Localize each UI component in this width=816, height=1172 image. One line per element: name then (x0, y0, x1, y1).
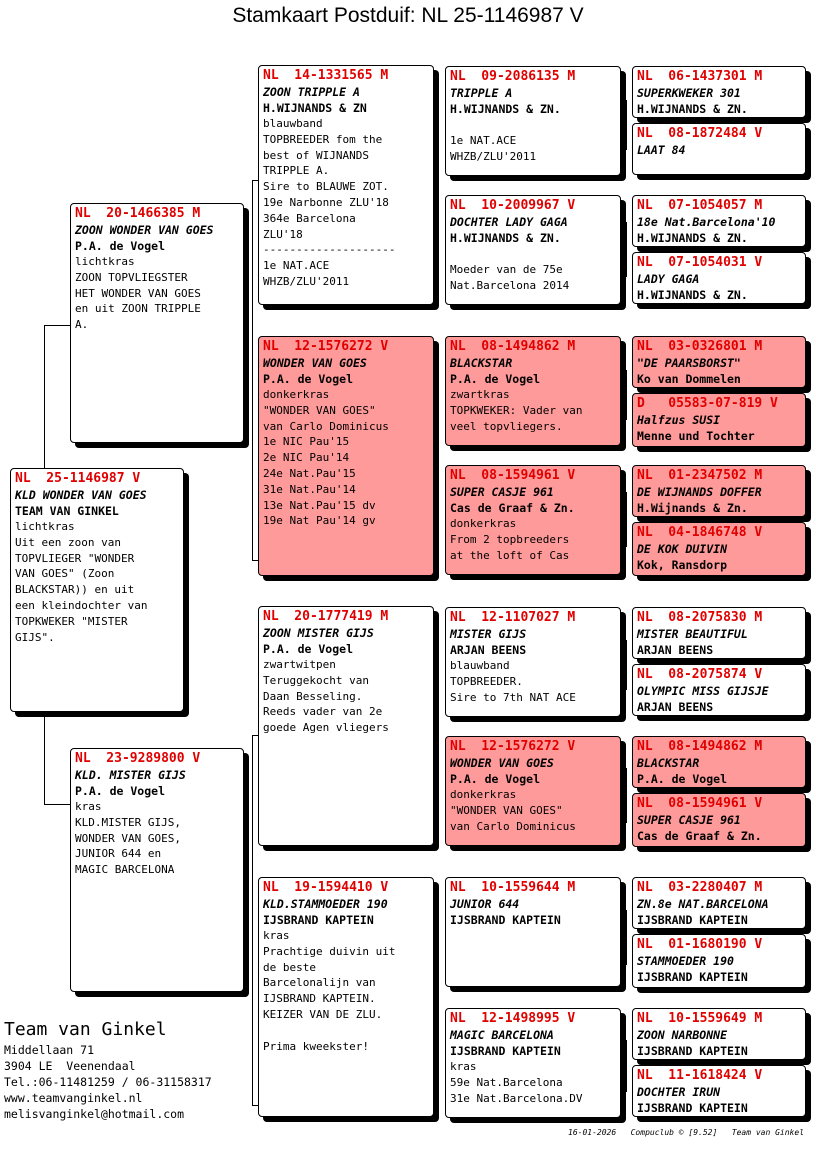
pigeon-note: donkerkras (263, 388, 330, 401)
breeder-address: Middellaan 71 (4, 1043, 95, 1057)
pigeon-card-g3[interactable] (445, 465, 621, 575)
pigeon-card-g3[interactable] (445, 66, 621, 176)
connector (626, 768, 627, 823)
pigeon-note: at the loft of Cas (450, 548, 570, 562)
pigeon-note: TRIPPLE A. (263, 164, 330, 178)
pigeon-note: Prachtige duivin uit (263, 944, 396, 958)
connector (626, 910, 627, 965)
pigeon-note: zwartkras (450, 388, 510, 401)
pigeon-card-g4[interactable] (632, 664, 806, 716)
connector (438, 110, 439, 250)
pigeon-name: KLD. MISTER GIJS (75, 768, 186, 782)
pigeon-owner: Cas de Graaf & Zn. (637, 829, 762, 843)
pigeon-owner: IJSBRAND KAPTEIN (637, 913, 748, 927)
pigeon-owner: Cas de Graaf & Zn. (450, 501, 575, 515)
pigeon-note: A. (75, 318, 89, 332)
pigeon-note: donkerkras (450, 788, 517, 801)
pigeon-note: Nat.Barcelona 2014 (450, 278, 570, 292)
pigeon-owner: P.A. de Vogel (263, 372, 354, 386)
pigeon-name: MISTER GIJS (450, 627, 527, 641)
pigeon-note: lichtkras (15, 520, 75, 533)
pigeon-name: MAGIC BARCELONA (450, 1028, 554, 1042)
pigeon-note: "WONDER VAN GOES" (450, 803, 563, 817)
pigeon-name: SUPERKWEKER 301 (637, 86, 741, 100)
pigeon-owner: P.A. de Vogel (75, 239, 166, 253)
connector (44, 325, 70, 326)
pigeon-note: Prima kweekster! (263, 1039, 369, 1053)
pigeon-note: Barcelonalijn van (263, 976, 376, 990)
pigeon-owner: H.WIJNANDS & ZN (263, 101, 367, 115)
pigeon-name: DOCHTER LADY GAGA (450, 215, 568, 229)
pigeon-note: Sire to 7th NAT ACE (450, 690, 576, 704)
pigeon-note: Daan Besseling. (263, 689, 363, 703)
pigeon-card-g4[interactable] (632, 123, 806, 175)
pigeon-note (263, 1023, 429, 1039)
ring-number: NL 06-1437301 M (637, 69, 763, 84)
pigeon-note: 19e Narbonne ZLU'18 (263, 195, 389, 209)
pigeon-owner: P.A. de Vogel (637, 772, 728, 786)
pigeon-note: Moeder van de 75e (450, 262, 563, 276)
pigeon-note: Reeds vader van 2e (263, 705, 383, 719)
breeder-info (4, 1018, 212, 1122)
pigeon-note: donkerkras (450, 517, 517, 530)
connector (44, 325, 45, 468)
pigeon-note: kras (263, 929, 290, 942)
ring-number: NL 08-1594961 V (450, 468, 576, 483)
connector (438, 655, 439, 775)
pigeon-note: 1e NIC Pau'15 (263, 435, 350, 449)
pigeon-name: Halfzus SUSI (637, 413, 721, 427)
ring-number: NL 23-9289800 V (75, 751, 201, 766)
pigeon-note: GIJS". (15, 630, 55, 644)
ring-number: NL 08-1494862 M (637, 739, 763, 754)
pigeon-name: DOCHTER IRUN (637, 1085, 721, 1099)
pigeon-note: KEIZER VAN DE ZLU. (263, 1007, 383, 1021)
pigeon-name: "DE PAARSBORST" (637, 356, 741, 370)
ring-number: NL 20-1777419 M (263, 609, 389, 624)
pigeon-note: TOPKWEKER "MISTER (15, 614, 128, 628)
breeder-phone: Tel.:06-11481259 / 06-31158317 (4, 1075, 212, 1089)
connector (252, 180, 253, 560)
connector (252, 735, 253, 1105)
ring-number: NL 07-1054031 V (637, 255, 763, 270)
pigeon-card-g4[interactable] (632, 465, 806, 517)
pigeon-card-g4[interactable] (632, 393, 806, 447)
pigeon-name: BLACKSTAR (637, 756, 700, 770)
ring-number: NL 09-2086135 M (450, 69, 576, 84)
pigeon-card-g4[interactable] (632, 1008, 806, 1060)
pigeon-card-g4[interactable] (632, 522, 806, 576)
pigeon-card-g3[interactable] (445, 195, 621, 305)
pigeon-owner: H.WIJNANDS & ZN. (450, 102, 561, 116)
pigeon-card-subject[interactable] (10, 468, 184, 712)
pigeon-owner: Ko van Dommelen (637, 372, 741, 386)
pigeon-note: best of WIJNANDS (263, 148, 369, 162)
pigeon-card-g3[interactable] (445, 736, 621, 846)
pigeon-owner: ARJAN BEENS (637, 643, 714, 657)
pigeon-card-g4[interactable] (632, 1065, 806, 1117)
pigeon-note: kras (450, 1060, 477, 1073)
ring-number: NL 10-1559649 M (637, 1011, 763, 1026)
pigeon-note: TOPVLIEGER "WONDER (15, 551, 135, 565)
pigeon-name: JUNIOR 644 (450, 897, 520, 911)
pigeon-card-grandsire[interactable] (258, 606, 434, 846)
pigeon-owner: IJSBRAND KAPTEIN (450, 1044, 561, 1058)
pigeon-note: Teruggekocht van (263, 673, 369, 687)
pigeon-owner: H.WIJNANDS & ZN. (637, 288, 748, 302)
breeder-city: 3904 LE Veenendaal (4, 1059, 136, 1073)
pigeon-note: veel topvliegers. (450, 419, 563, 433)
ring-number: NL 04-1846748 V (637, 525, 763, 540)
pigeon-name: WONDER VAN GOES (263, 356, 367, 370)
connector (626, 492, 627, 547)
pigeon-note: van Carlo Dominicus (450, 819, 576, 833)
pigeon-card-g3[interactable] (445, 877, 621, 987)
pigeon-owner: IJSBRAND KAPTEIN (263, 913, 374, 927)
pigeon-owner: H.WIJNANDS & ZN. (637, 231, 748, 245)
ring-number: NL 12-1498995 V (450, 1011, 576, 1026)
page-title: Stamkaart Postduif: NL 25-1146987 V (232, 4, 584, 27)
pigeon-owner: IJSBRAND KAPTEIN (637, 1044, 748, 1058)
pigeon-name: KLD WONDER VAN GOES (15, 488, 147, 502)
pigeon-note: 13e Nat.Pau'15 dv (263, 498, 376, 512)
ring-number: NL 19-1594410 V (263, 880, 389, 895)
pigeon-card-g4[interactable] (632, 252, 806, 304)
ring-number: D 05583-07-819 V (637, 396, 778, 411)
pigeon-note: 31e Nat.Pau'14 (263, 482, 356, 496)
ring-number: NL 03-0326801 M (637, 339, 763, 354)
pigeon-note: Sire to BLAUWE ZOT. (263, 180, 389, 194)
pigeon-note: HET WONDER VAN GOES (75, 286, 201, 300)
pigeon-note: zwartwitpen (263, 658, 336, 671)
pigeon-owner: TEAM VAN GINKEL (15, 504, 119, 518)
pigeon-note: 24e Nat.Pau'15 (263, 466, 356, 480)
pigeon-note: JUNIOR 644 en (75, 847, 162, 861)
pigeon-name: ZOON MISTER GIJS (263, 626, 374, 640)
pigeon-owner: IJSBRAND KAPTEIN (450, 913, 561, 927)
ring-number: NL 12-1107027 M (450, 610, 576, 625)
pigeon-note: een kleindochter van (15, 598, 148, 612)
pigeon-note (450, 117, 616, 133)
pigeon-card-g4[interactable] (632, 793, 806, 847)
pigeon-note: ZLU'18 (263, 227, 303, 241)
pigeon-card-grandsire[interactable] (258, 65, 434, 305)
ring-number: NL 03-2280407 M (637, 880, 763, 895)
pigeon-owner: IJSBRAND KAPTEIN (637, 970, 748, 984)
pigeon-note: From 2 topbreeders (450, 532, 570, 546)
ring-number: NL 10-2009967 V (450, 198, 576, 213)
pigeon-owner: P.A. de Vogel (450, 372, 541, 386)
pigeon-note: 2e NIC Pau'14 (263, 451, 350, 465)
pigeon-owner: ARJAN BEENS (450, 643, 527, 657)
pigeon-name: STAMMOEDER 190 (637, 954, 734, 968)
pigeon-note: BLACKSTAR)) en uit (15, 583, 135, 597)
pigeon-note: Uit een zoon van (15, 535, 121, 549)
pigeon-name: MISTER BEAUTIFUL (637, 627, 748, 641)
pigeon-card-g4[interactable] (632, 607, 806, 659)
connector (626, 100, 627, 150)
connector (44, 804, 70, 805)
pigeon-owner (637, 158, 801, 174)
pigeon-name: LADY GAGA (637, 272, 700, 286)
pigeon-note (450, 246, 616, 262)
pigeon-card-granddam[interactable] (258, 877, 434, 1117)
ring-number: NL 01-1680190 V (637, 937, 763, 952)
pigeon-note: VAN GOES" (Zoon (15, 567, 115, 581)
ring-number: NL 14-1331565 M (263, 68, 389, 83)
pigeon-card-g3[interactable] (445, 1008, 621, 1118)
ring-number: NL 08-2075830 M (637, 610, 763, 625)
connector (44, 712, 45, 804)
breeder-website[interactable]: www.teamvanginkel.nl (4, 1091, 143, 1105)
pigeon-note: TOPKWEKER: Vader van (450, 403, 583, 417)
ring-number: NL 11-1618424 V (637, 1068, 763, 1083)
breeder-name: Team van Ginkel (4, 1019, 167, 1040)
pigeon-owner: H.Wijnands & Zn. (637, 501, 748, 515)
pigeon-owner: P.A. de Vogel (450, 772, 541, 786)
ring-number: NL 12-1576272 V (450, 739, 576, 754)
pigeon-note: de beste (263, 960, 316, 974)
pigeon-name: SUPER CASJE 961 (450, 485, 554, 499)
pigeon-card-g3[interactable] (445, 607, 621, 717)
connector (626, 1040, 627, 1092)
pigeon-note: blauwband (263, 117, 323, 130)
pigeon-name: WONDER VAN GOES (450, 756, 554, 770)
pigeon-name: KLD.STAMMOEDER 190 (263, 897, 388, 911)
ring-number: NL 08-1872484 V (637, 126, 763, 141)
pigeon-card-g4[interactable] (632, 66, 806, 118)
pigeon-note: ZOON TOPVLIEGSTER (75, 270, 188, 284)
pigeon-note: "WONDER VAN GOES" (263, 403, 376, 417)
ring-number: NL 12-1576272 V (263, 339, 389, 354)
pigeon-note: TOPBREEDER fom the (263, 132, 383, 146)
ring-number: NL 10-1559644 M (450, 880, 576, 895)
connector (626, 640, 627, 690)
ring-number: NL 25-1146987 V (15, 471, 141, 486)
pigeon-note: en uit ZOON TRIPPLE (75, 302, 201, 316)
pigeon-note: WONDER VAN GOES, (75, 831, 181, 845)
pigeon-name: DE KOK DUIVIN (637, 542, 728, 556)
pigeon-name: ZN.8e NAT.BARCELONA (637, 897, 769, 911)
pigeon-name: LAAT 84 (637, 143, 686, 157)
pigeon-owner: Kok, Ransdorp (637, 558, 728, 572)
pigeon-owner: H.WIJNANDS & ZN. (637, 102, 748, 116)
ring-number: NL 07-1054057 M (637, 198, 763, 213)
pigeon-name: SUPER CASJE 961 (637, 813, 741, 827)
pigeon-note: 1e NAT.ACE (263, 259, 330, 273)
pigeon-note: 364e Barcelona (263, 211, 356, 225)
pigeon-note: van Carlo Dominicus (263, 419, 389, 433)
footer-credit: 16-01-2026 Compuclub © [9.52] Team van Ginkel (568, 1128, 805, 1137)
pigeon-note: blauwband (450, 659, 510, 672)
pigeon-card-g4[interactable] (632, 736, 806, 788)
pigeon-card-g4[interactable] (632, 195, 806, 247)
pigeon-note: IJSBRAND KAPTEIN. (263, 992, 376, 1006)
pigeon-card-sire[interactable] (70, 203, 244, 443)
pigeon-owner: P.A. de Vogel (263, 642, 354, 656)
pigeon-owner: P.A. de Vogel (75, 784, 166, 798)
pigeon-card-dam[interactable] (70, 748, 244, 992)
connector (626, 222, 627, 277)
pigeon-name: 18e Nat.Barcelona'10 (637, 215, 776, 229)
pigeon-card-g4[interactable] (632, 336, 806, 388)
pigeon-name: ZOON NARBONNE (637, 1028, 728, 1042)
ring-number: NL 20-1466385 M (75, 206, 201, 221)
pigeon-note: goede Agen vliegers (263, 721, 389, 735)
pigeon-card-granddam[interactable] (258, 336, 434, 576)
connector (438, 380, 439, 520)
pigeon-name: DE WIJNANDS DOFFER (637, 485, 762, 499)
connector (626, 370, 627, 420)
ring-number: NL 08-1494862 M (450, 339, 576, 354)
ring-number: NL 08-2075874 V (637, 667, 763, 682)
pigeon-owner: IJSBRAND KAPTEIN (637, 1101, 748, 1115)
pigeon-note: TOPBREEDER. (450, 674, 523, 688)
ring-number: NL 01-2347502 M (637, 468, 763, 483)
pigeon-note: -------------------- (263, 243, 396, 257)
pigeon-note: WHZB/ZLU'2011 (263, 274, 350, 288)
pigeon-note: MAGIC BARCELONA (75, 863, 175, 877)
pigeon-owner: H.WIJNANDS & ZN. (450, 231, 561, 245)
pigeon-card-g3[interactable] (445, 336, 621, 446)
pigeon-name: BLACKSTAR (450, 356, 513, 370)
pigeon-owner: ARJAN BEENS (637, 700, 714, 714)
pigeon-note: lichtkras (75, 255, 135, 268)
pigeon-card-g4[interactable] (632, 934, 806, 988)
pigeon-note: 1e NAT.ACE (450, 133, 517, 147)
ring-number: NL 08-1594961 V (637, 796, 763, 811)
pigeon-name: OLYMPIC MISS GIJSJE (637, 684, 769, 698)
pigeon-name: TRIPPLE A (450, 86, 513, 100)
pigeon-note: 59e Nat.Barcelona (450, 1075, 563, 1089)
breeder-email[interactable]: melisvanginkel@hotmail.com (4, 1107, 185, 1121)
pigeon-note: 31e Nat.Barcelona.DV (450, 1091, 583, 1105)
pigeon-note: 19e Nat Pau'14 gv (263, 514, 376, 528)
pigeon-name: ZOON WONDER VAN GOES (75, 223, 214, 237)
pigeon-name: ZOON TRIPPLE A (263, 85, 360, 99)
pigeon-owner: Menne und Tochter (637, 429, 755, 443)
pigeon-note: WHZB/ZLU'2011 (450, 149, 537, 163)
connector (438, 920, 439, 1050)
pigeon-note: kras (75, 800, 102, 813)
pigeon-card-g4[interactable] (632, 877, 806, 929)
pigeon-note: KLD.MISTER GIJS, (75, 815, 181, 829)
